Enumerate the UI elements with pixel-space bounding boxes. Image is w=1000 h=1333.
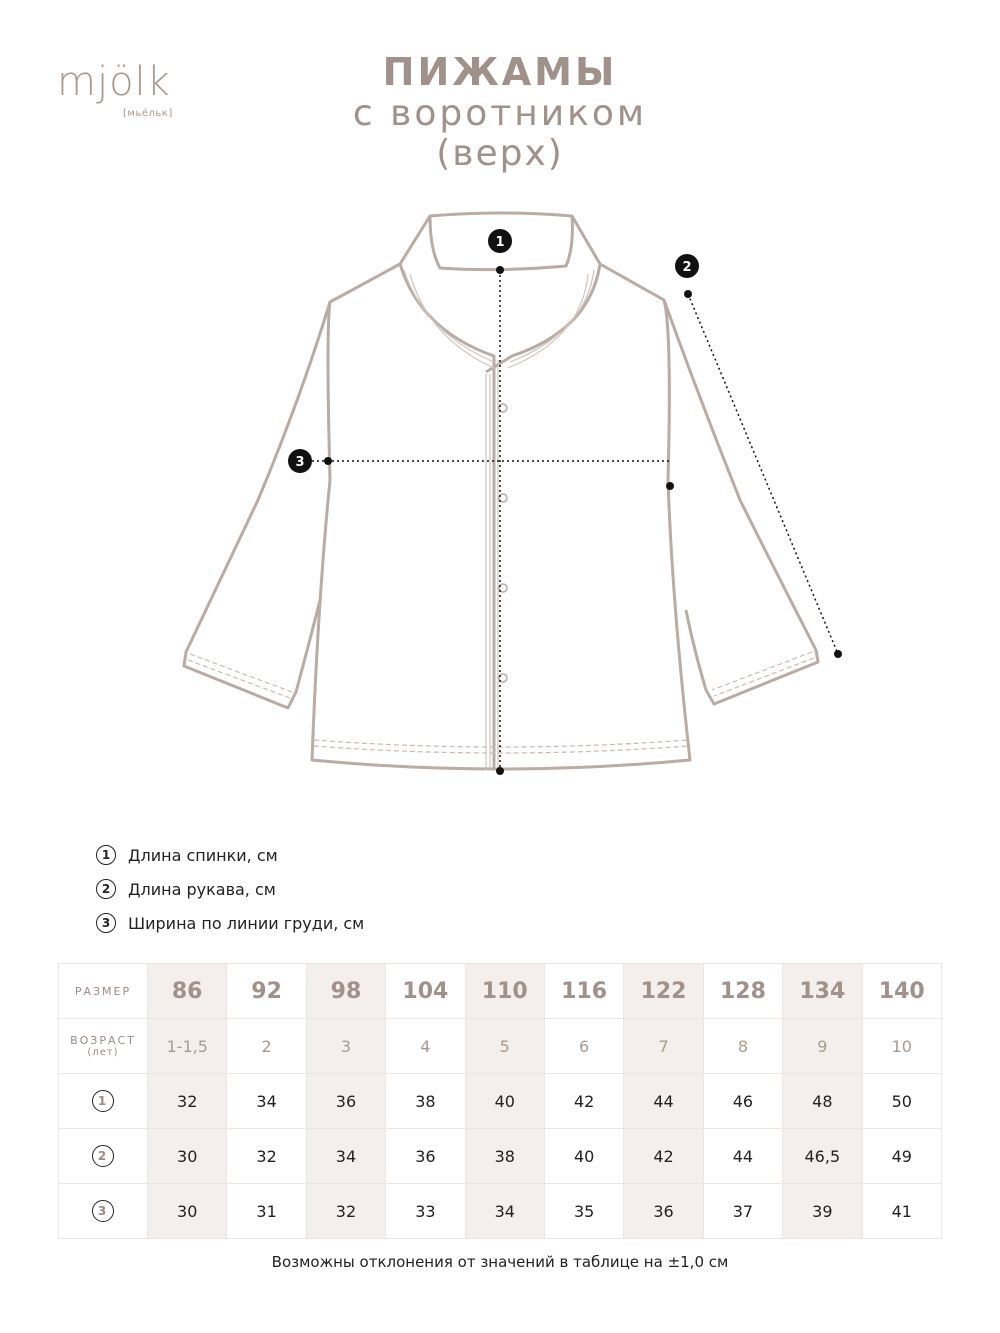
size-cell: 110 xyxy=(465,964,544,1019)
row-header xyxy=(59,1129,148,1184)
marker-2 xyxy=(675,254,699,278)
value-cell: 33 xyxy=(386,1184,465,1239)
measurement-legend xyxy=(96,838,364,940)
svg-text:3: 3 xyxy=(295,455,305,470)
legend-number: 2 xyxy=(96,879,116,899)
value-cell: 35 xyxy=(544,1184,623,1239)
size-row xyxy=(59,964,942,1019)
age-cell: 9 xyxy=(783,1019,862,1074)
value-cell: 39 xyxy=(783,1184,862,1239)
age-cell: 3 xyxy=(306,1019,385,1074)
age-cell: 1-1,5 xyxy=(148,1019,227,1074)
size-cell: 128 xyxy=(703,964,782,1019)
value-cell: 32 xyxy=(227,1129,306,1184)
size-cell: 86 xyxy=(148,964,227,1019)
size-cell: 116 xyxy=(544,964,623,1019)
garment-drawing xyxy=(0,180,1000,800)
title-line-3: (верх) xyxy=(436,133,564,174)
value-cell: 46 xyxy=(703,1074,782,1129)
size-cell: 134 xyxy=(783,964,862,1019)
measure-row-2 xyxy=(59,1129,942,1184)
garment-left-sleeve xyxy=(184,302,330,708)
legend-item xyxy=(96,838,364,872)
value-cell: 32 xyxy=(306,1184,385,1239)
tolerance-note: Возможны отклонения от значений в таблице на ±1,0 см xyxy=(271,1253,729,1271)
row-header xyxy=(59,1184,148,1239)
value-cell: 36 xyxy=(386,1129,465,1184)
age-row xyxy=(59,1019,942,1074)
row-header xyxy=(59,1074,148,1129)
legend-number: 1 xyxy=(96,845,116,865)
value-cell: 42 xyxy=(624,1129,703,1184)
value-cell: 30 xyxy=(148,1129,227,1184)
value-cell: 38 xyxy=(386,1074,465,1129)
value-cell: 34 xyxy=(465,1184,544,1239)
measure-row-3 xyxy=(59,1184,942,1239)
size-cell: 104 xyxy=(386,964,465,1019)
value-cell: 40 xyxy=(465,1074,544,1129)
value-cell: 44 xyxy=(703,1129,782,1184)
marker-1 xyxy=(488,229,512,253)
age-header-label: ВОЗРАСТ xyxy=(70,1034,136,1047)
value-cell: 41 xyxy=(862,1184,941,1239)
legend-label: Ширина по линии груди, см xyxy=(128,913,365,933)
age-cell: 2 xyxy=(227,1019,306,1074)
age-cell: 10 xyxy=(862,1019,941,1074)
age-cell: 5 xyxy=(465,1019,544,1074)
value-cell: 37 xyxy=(703,1184,782,1239)
age-cell: 8 xyxy=(703,1019,782,1074)
measure-row-1 xyxy=(59,1074,942,1129)
value-cell: 48 xyxy=(783,1074,862,1129)
value-cell: 49 xyxy=(862,1129,941,1184)
row-number: 1 xyxy=(92,1090,114,1112)
row-number: 2 xyxy=(92,1145,114,1167)
legend-label: Длина спинки, см xyxy=(128,845,278,865)
value-cell: 30 xyxy=(148,1184,227,1239)
size-cell: 122 xyxy=(624,964,703,1019)
title-line-1: ПИЖАМЫ xyxy=(382,50,618,94)
legend-label: Длина рукава, см xyxy=(128,879,276,899)
svg-text:2: 2 xyxy=(682,260,692,275)
value-cell: 32 xyxy=(148,1074,227,1129)
value-cell: 50 xyxy=(862,1074,941,1129)
size-table xyxy=(58,963,942,1239)
age-cell: 7 xyxy=(624,1019,703,1074)
age-cell: 4 xyxy=(386,1019,465,1074)
age-header xyxy=(59,1019,148,1074)
svg-text:1: 1 xyxy=(495,235,505,250)
value-cell: 42 xyxy=(544,1074,623,1129)
page-title xyxy=(0,50,1000,174)
marker-3 xyxy=(288,449,312,473)
value-cell: 34 xyxy=(306,1129,385,1184)
size-cell: 92 xyxy=(227,964,306,1019)
value-cell: 38 xyxy=(465,1129,544,1184)
legend-item xyxy=(96,906,364,940)
garment-body-outline xyxy=(312,213,690,769)
value-cell: 40 xyxy=(544,1129,623,1184)
measure-line-2 xyxy=(688,294,838,654)
age-cell: 6 xyxy=(544,1019,623,1074)
size-header: РАЗМЕР xyxy=(59,964,148,1019)
size-cell: 140 xyxy=(862,964,941,1019)
logo-wordmark: mjölk xyxy=(57,59,171,105)
logo-subtext: [мьёльк] xyxy=(123,108,173,119)
value-cell: 31 xyxy=(227,1184,306,1239)
size-cell: 98 xyxy=(306,964,385,1019)
row-number: 3 xyxy=(92,1200,114,1222)
garment-right-sleeve xyxy=(664,300,818,704)
value-cell: 36 xyxy=(624,1184,703,1239)
value-cell: 44 xyxy=(624,1074,703,1129)
title-line-2: с воротником xyxy=(352,93,648,134)
value-cell: 36 xyxy=(306,1074,385,1129)
age-header-unit: (лет) xyxy=(87,1047,119,1058)
value-cell: 46,5 xyxy=(783,1129,862,1184)
legend-number: 3 xyxy=(96,913,116,933)
legend-item xyxy=(96,872,364,906)
value-cell: 34 xyxy=(227,1074,306,1129)
